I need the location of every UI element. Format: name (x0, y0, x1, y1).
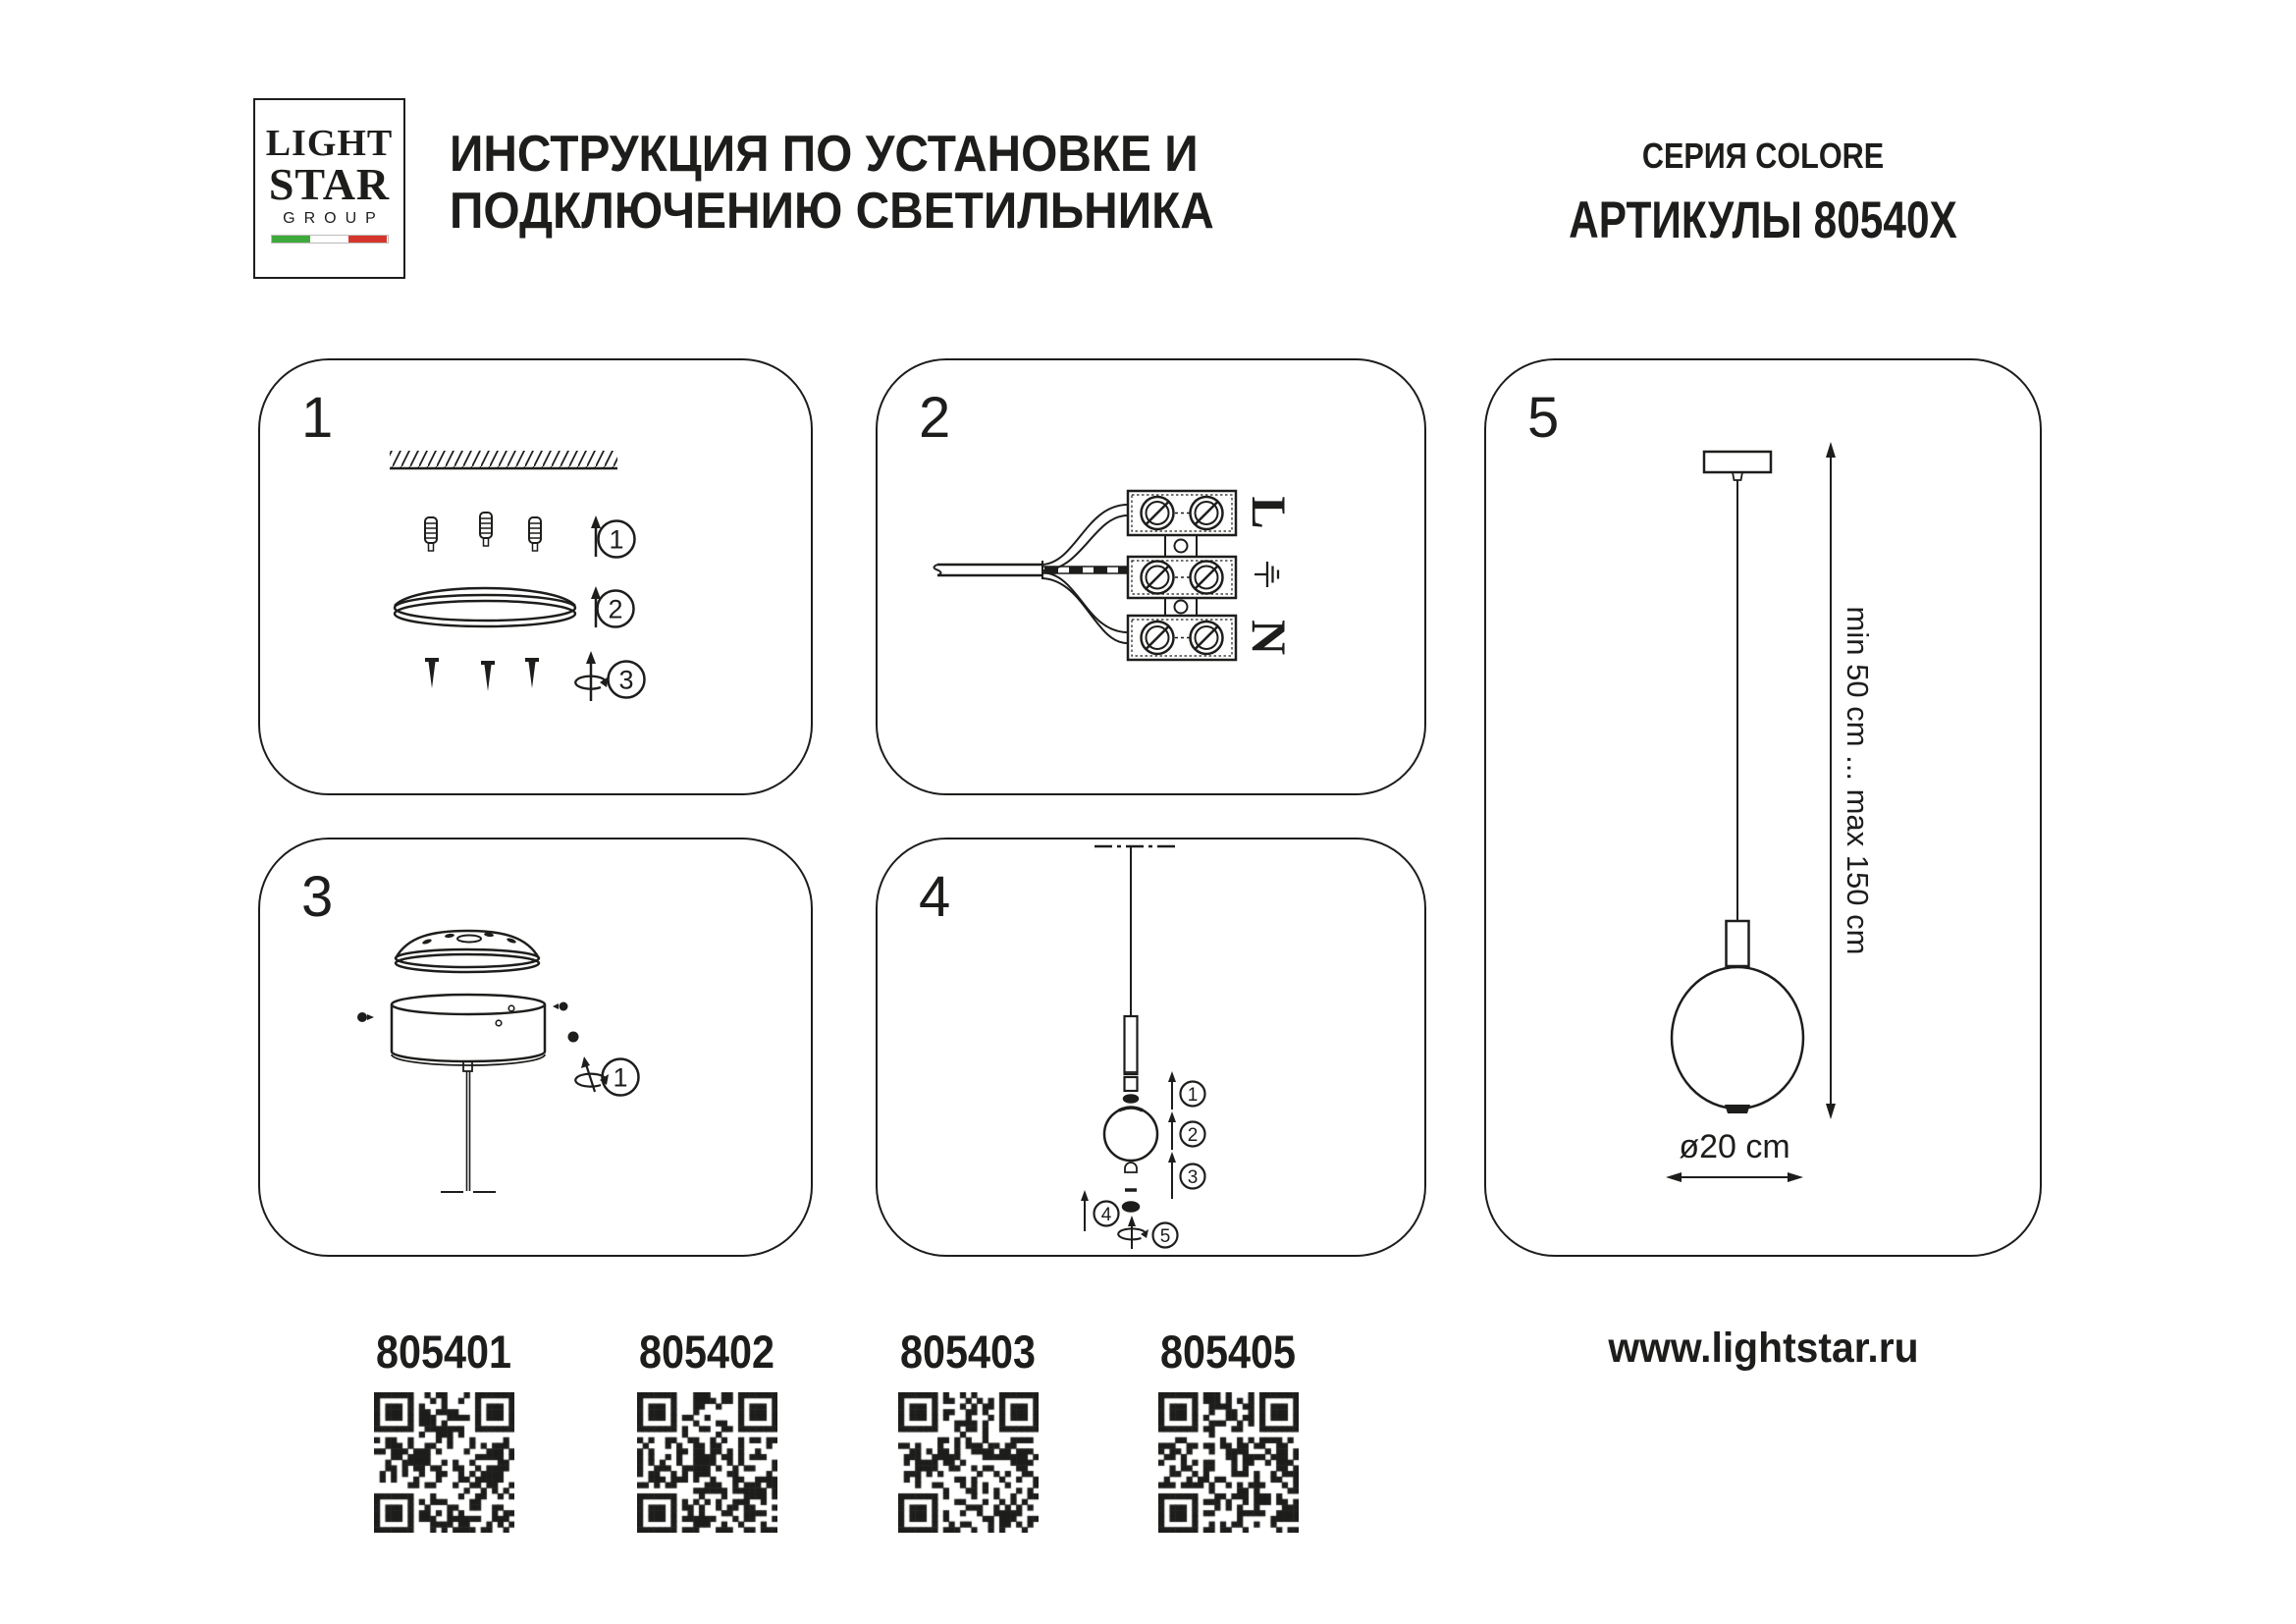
arrow-up-icon (1168, 1071, 1176, 1110)
terminal-block-n (1128, 616, 1236, 660)
terminal-block-earth (1128, 557, 1236, 598)
height-dimension (1826, 442, 1875, 1119)
title-line-2: ПОДКЛЮЧЕНИЮ СВЕТИЛЬНИКА (450, 183, 1214, 240)
wire-earth (1042, 567, 1127, 573)
flag-red-segment (348, 236, 387, 243)
mains-cable (934, 561, 1043, 579)
arrow-up-icon (1168, 1111, 1176, 1150)
step-2-badge (1181, 1122, 1205, 1147)
article-column-1 (326, 1325, 561, 1533)
panel-1-diagram (260, 360, 810, 792)
step-5-badge (1153, 1223, 1178, 1248)
article-column-3 (850, 1325, 1086, 1533)
cable-tube (1125, 1016, 1138, 1091)
panel-5-number: 5 (1527, 386, 1560, 450)
qr-code (1158, 1392, 1299, 1533)
logo-word-group: GROUP (283, 210, 385, 227)
panel-1-number: 1 (301, 386, 334, 450)
qr-code (374, 1392, 514, 1533)
logo-word-star: STAR (268, 159, 391, 209)
panel-2-number: 2 (919, 386, 951, 450)
step-2-label: 2 (608, 594, 623, 624)
page-title (450, 126, 1214, 240)
panel-step-5 (1484, 358, 2042, 1257)
diameter-dimension-label: ø20 cm (1679, 1128, 1790, 1165)
flag-white-segment (310, 236, 348, 243)
step-3-badge (609, 662, 645, 698)
glass-globe (1672, 967, 1803, 1113)
globe-assembly (1104, 1096, 1157, 1212)
screw-icons (425, 658, 539, 691)
ceiling-plate (396, 931, 539, 972)
article-number: 805401 (375, 1326, 512, 1378)
article-column-2 (589, 1325, 825, 1533)
series-block (1484, 135, 2042, 250)
panel-step-4 (876, 838, 1426, 1257)
step-1-badge (1181, 1082, 1205, 1107)
step-2-label: 2 (1187, 1124, 1199, 1146)
wire-neutral (1042, 572, 1127, 643)
dowel-icons (425, 513, 541, 551)
terminal-label-n: N (1242, 619, 1297, 656)
panel-5-diagram (1486, 360, 2039, 1254)
series-label: СЕРИЯ COLORE (1641, 135, 1885, 176)
articles-label: АРТИКУЛЫ 80540X (1569, 191, 1957, 249)
terminal-label-l: L (1242, 496, 1297, 529)
panel-3-diagram (260, 839, 810, 1254)
article-number: 805403 (899, 1326, 1037, 1378)
step-1-label: 1 (613, 1062, 628, 1093)
suspension-rod (441, 1061, 496, 1192)
step-1-badge (599, 521, 635, 558)
step-3-label: 3 (618, 665, 634, 695)
step-4-badge (1095, 1202, 1119, 1226)
lightstar-logo (253, 98, 405, 279)
wire-live (1042, 505, 1127, 570)
arrow-up-icon (1081, 1190, 1089, 1231)
logo-word-light: LIGHT (265, 123, 394, 164)
ceiling-hatch (390, 451, 617, 468)
canopy-cylinder (392, 995, 545, 1065)
lamp-socket (1727, 921, 1749, 966)
arrow-up-icon (1168, 1152, 1176, 1199)
rotate-arrow-icon (575, 651, 609, 701)
article-column-4 (1110, 1325, 1346, 1533)
website-url: www.lightstar.ru (1607, 1325, 1919, 1372)
canopy-plate (395, 588, 575, 626)
italian-flag-icon (271, 235, 389, 244)
diameter-dimension (1666, 1128, 1803, 1182)
step-2-badge (598, 591, 634, 627)
qr-code (898, 1392, 1039, 1533)
flag-green-segment (272, 236, 310, 243)
height-dimension-label: min 50 cm ... max 150 cm (1841, 606, 1875, 955)
step-1-label: 1 (1187, 1084, 1199, 1106)
qr-code (637, 1392, 777, 1533)
panel-2-diagram (878, 360, 1423, 792)
terminal-block-l (1128, 491, 1236, 535)
panel-4-diagram (878, 839, 1423, 1254)
ceiling-mount (1704, 452, 1771, 480)
panel-4-number: 4 (919, 865, 951, 929)
step-3-label: 3 (1187, 1166, 1199, 1188)
panel-step-2 (876, 358, 1426, 795)
step-5-label: 5 (1159, 1225, 1171, 1247)
step-1-label: 1 (609, 524, 624, 555)
title-line-1: ИНСТРУКЦИЯ ПО УСТАНОВКЕ И (450, 126, 1199, 183)
ground-symbol-icon (1255, 562, 1278, 587)
article-number: 805402 (638, 1326, 775, 1378)
arrow-up-icon (591, 586, 601, 627)
rotate-arrow-icon (1118, 1216, 1148, 1249)
panel-step-3 (258, 838, 813, 1257)
step-3-badge (1181, 1164, 1205, 1189)
article-number: 805405 (1159, 1326, 1297, 1378)
panel-step-1 (258, 358, 813, 795)
step-4-label: 4 (1100, 1204, 1112, 1225)
panel-3-number: 3 (301, 865, 334, 929)
